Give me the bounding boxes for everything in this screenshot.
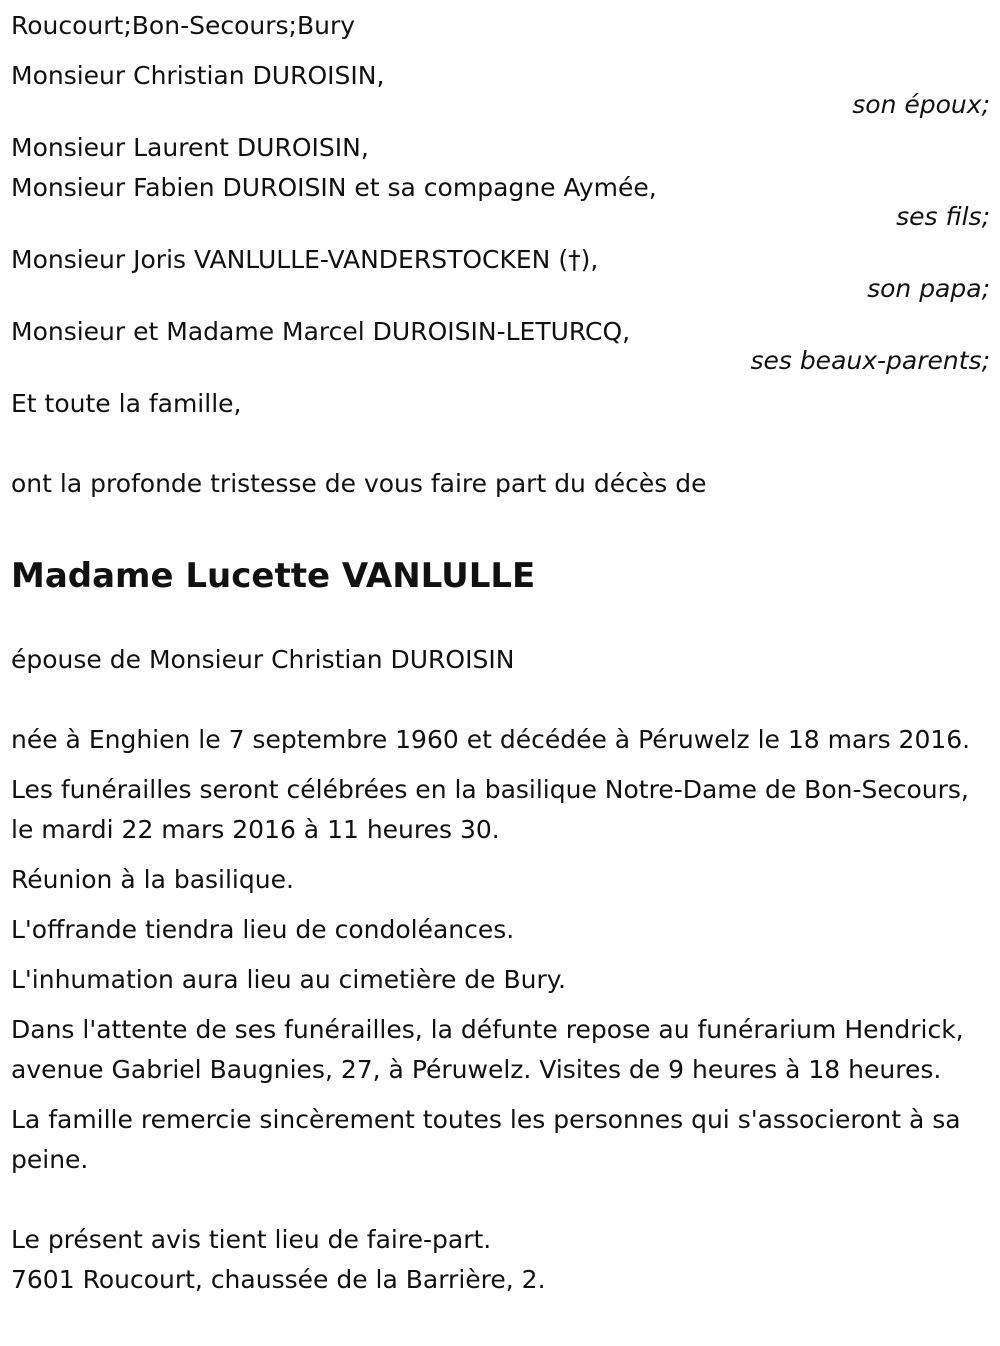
notice-text: Le présent avis tient lieu de faire-part.	[11, 1225, 492, 1254]
gathering-details: Réunion à la basilique.	[11, 865, 294, 894]
offering-details: L'offrande tiendra lieu de condoléances.	[11, 915, 515, 944]
spouse-line: épouse de Monsieur Christian DUROISIN	[11, 645, 515, 674]
funerarium-details: Dans l'attente de ses funérailles, la défunte repose au funérarium Hendrick, avenue Gabriel Baugnies, 27, à Péruwelz. Visites de 9 heures à 18 heures.	[11, 1015, 964, 1084]
locations-header: Roucourt;Bon-Secours;Bury	[11, 11, 356, 40]
family-group-in-laws	[11, 312, 990, 374]
announcement-text: ont la profonde tristesse de vous faire part du décès de	[11, 469, 707, 498]
burial-details: L'inhumation aura lieu au cimetière de Bury.	[11, 965, 566, 994]
deceased-name: Madame Lucette VANLULLE	[11, 556, 536, 596]
thanks-text: La famille remercie sincèrement toutes les personnes qui s'associeront à sa peine.	[11, 1105, 961, 1174]
family-member-name: Monsieur Christian DUROISIN,	[11, 61, 385, 90]
family-group-spouse	[11, 56, 990, 118]
address-text: 7601 Roucourt, chaussée de la Barrière, 2.	[11, 1265, 546, 1294]
birth-death-text: née à Enghien le 7 septembre 1960 et décédée à Péruwelz le 18 mars 2016.	[11, 725, 971, 754]
family-member-name: Monsieur et Madame Marcel DUROISIN-LETURCQ,	[11, 317, 631, 346]
family-closing: Et toute la famille,	[11, 389, 242, 418]
family-member-name: Monsieur Laurent DUROISIN,	[11, 133, 369, 162]
family-member-name: Monsieur Fabien DUROISIN et sa compagne Aymée,	[11, 173, 657, 202]
family-role: son papa;	[867, 274, 990, 303]
family-group-sons	[11, 128, 990, 230]
family-role: ses fils;	[896, 202, 990, 231]
family-role: son époux;	[852, 90, 990, 119]
funeral-details: Les funérailles seront célébrées en la basilique Notre-Dame de Bon-Secours, le mardi 22 mars 2016 à 11 heures 30.	[11, 775, 969, 844]
family-group-father	[11, 240, 990, 302]
family-role: ses beaux-parents;	[750, 346, 990, 375]
family-member-name: Monsieur Joris VANLULLE-VANDERSTOCKEN (†),	[11, 245, 599, 274]
